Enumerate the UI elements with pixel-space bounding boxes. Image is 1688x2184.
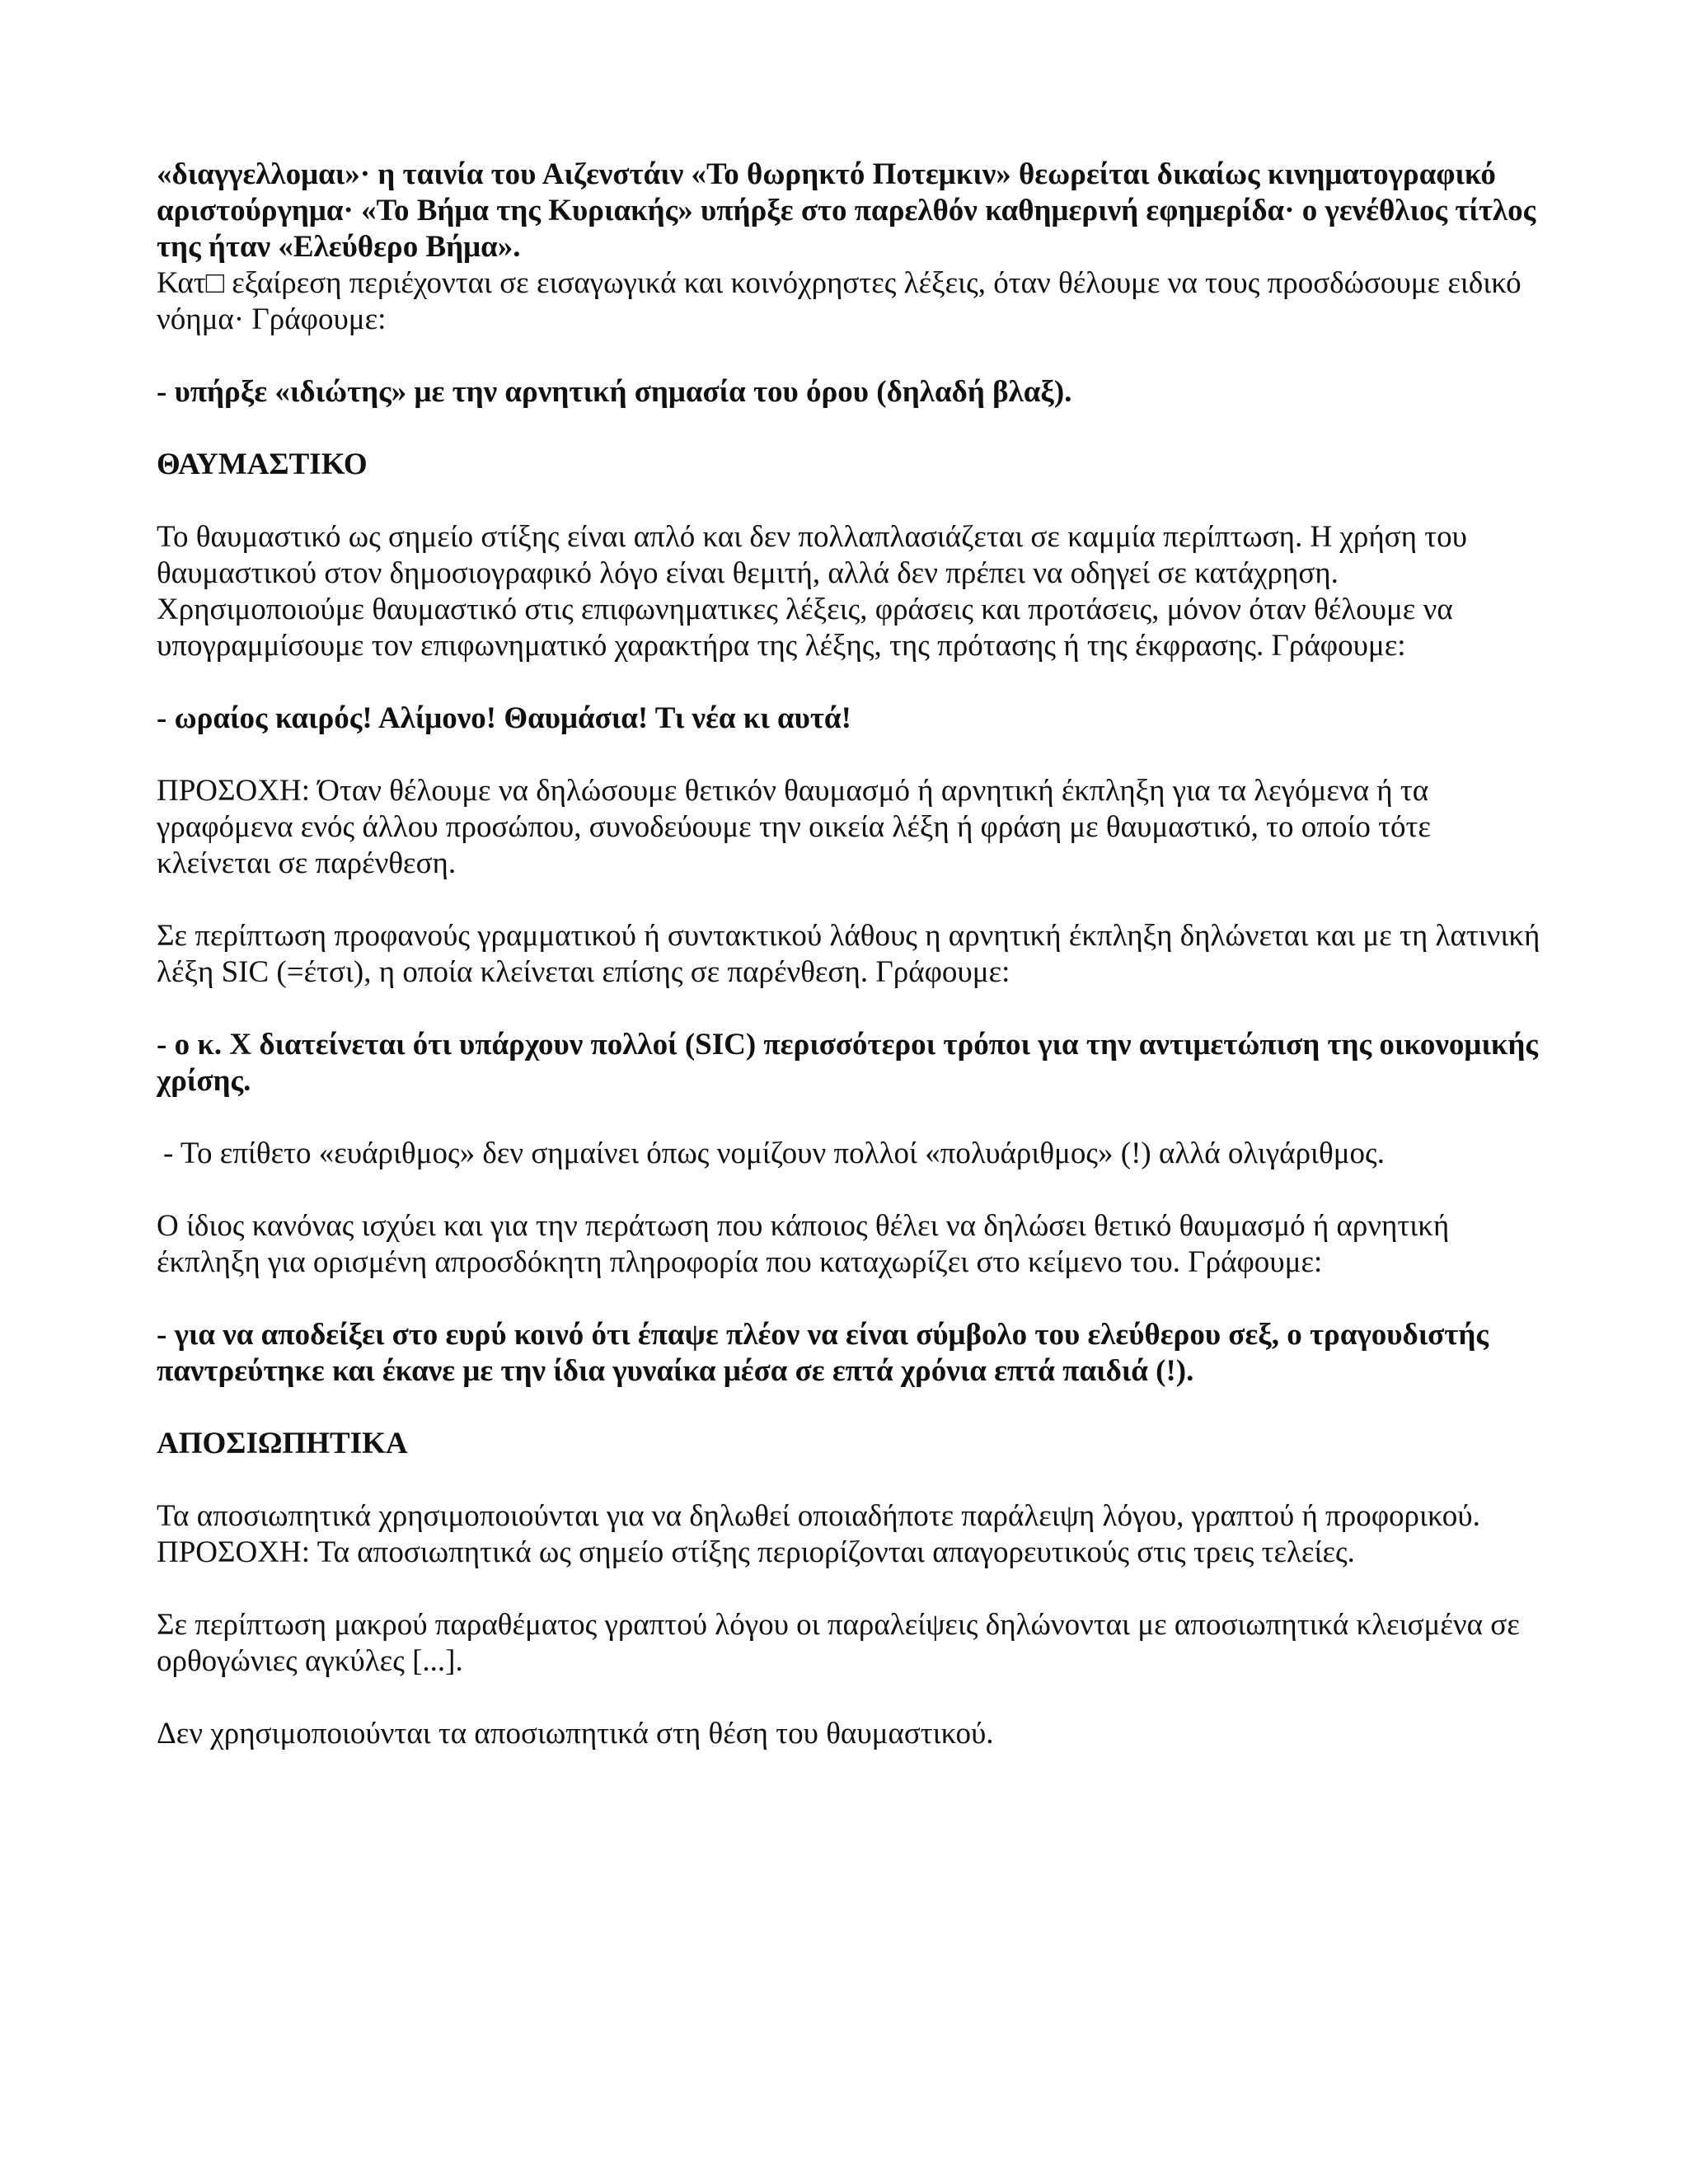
body-paragraph: Ο ίδιος κανόνας ισχύει και για την περάτωση που κάποιος θέλει να δηλώσει θετικό θαυμασμό ή αρνητική έκπληξη για ορισμένη απροσδόκητη πληροφορία που καταχωρίζει στο κείμενο του. Γράφουμε: <box>157 1209 1450 1279</box>
body-paragraph: Δεν χρησιμοποιούνται τα αποσιωπητικά στη θέση του θαυμαστικού. <box>157 1717 994 1750</box>
body-paragraph: ΠΡΟΣΟΧΗ: Όταν θέλουμε να δηλώσουμε θετικόν θαυμασμό ή αρνητική έκπληξη για τα λεγόμενα ή τα γραφόμενα ενός άλλου προσώπου, συνοδεύουμε την οικεία λέξη ή φράση με θαυμαστικό, το οποίο τότε κλείνεται σε παρένθεση. <box>157 774 1431 880</box>
section-heading-exclamation: ΘΑΥΜΑΣΤΙΚΟ <box>157 448 368 481</box>
body-paragraph: Σε περίπτωση μακρού παραθέματος γραπτού λόγου οι παραλείψεις δηλώνονται με αποσιωπητικά κλεισμένα σε ορθογώνιες αγκύλες [...]. <box>157 1608 1520 1678</box>
body-paragraph: ΠΡΟΣΟΧΗ: Τα αποσιωπητικά ως σημείο στίξης περιορίζονται απαγορευτικούς στις τρεις τελείες. <box>157 1535 1355 1569</box>
bold-example-paragraph: - ο κ. Χ διατείνεται ότι υπάρχουν πολλοί (SIC) περισσότεροι τρόποι για την αντιμετώπιση της οικονομικής χρίσης. <box>157 1028 1539 1098</box>
bold-example-paragraph: - ωραίος καιρός! Αλίμονο! Θαυμάσια! Τι νέα κι αυτά! <box>157 701 851 735</box>
bold-example-paragraph: - υπήρξε «ιδιώτης» με την αρνητική σημασία του όρου (δηλαδή βλαξ). <box>157 375 1072 409</box>
body-paragraph: - Το επίθετο «ευάριθμος» δεν σημαίνει όπως νομίζουν πολλοί «πολυάριθμος» (!) αλλά ολιγάριθμος. <box>163 1137 1385 1170</box>
section-heading-ellipsis: ΑΠΟΣΙΩΠΗΤΙΚΑ <box>157 1427 408 1460</box>
body-paragraph: Κατ□ εξαίρεση περιέχονται σε εισαγωγικά και κοινόχρηστες λέξεις, όταν θέλουμε να τους προσδώσουμε ειδικό νόημα· Γράφουμε: <box>157 266 1522 336</box>
bold-example-paragraph: «διαγγελλομαι»· η ταινία του Αιζενστάιν «Το θωρηκτό Ποτεμκιν» θεωρείται δικαίως κινηματογραφικό αριστούργημα· «Το Βήμα της Κυριακής» υπήρξε στο παρελθόν καθημερινή εφημερίδα· ο γενέθλιος τίτλος της ήταν «Ελεύθερο Βήμα». <box>157 157 1536 264</box>
body-paragraph: Το θαυμαστικό ως σημείο στίξης είναι απλό και δεν πολλαπλασιάζεται σε καμμία περίπτωση. Η χρήση του θαυμαστικού στον δημοσιογραφικό λόγο είναι θεμιτή, αλλά δεν πρέπει να οδηγεί σε κατάχρηση. Χρησιμοποιούμε θαυμαστικό στις επιφωνηματικες λέξεις, φράσεις και προτάσεις, μόνον όταν θέλουμε να υπογραμμίσουμε τον επιφωνηματικό χαρακτήρα της λέξης, της πρότασης ή της έκφρασης. Γράφουμε: <box>157 520 1467 663</box>
bold-example-paragraph: - για να αποδείξει στο ευρύ κοινό ότι έπαψε πλέον να είναι σύμβολο του ελεύθερου σεξ, ο τραγουδιστής παντρεύτηκε και έκανε με την ίδια γυναίκα μέσα σε επτά χρόνια επτά παιδιά (!). <box>157 1318 1489 1388</box>
document-page <box>157 157 1541 1752</box>
body-paragraph: Σε περίπτωση προφανούς γραμματικού ή συντακτικού λάθους η αρνητική έκπληξη δηλώνεται και με τη λατινική λέξη SIC (=έτσι), η οποία κλείνεται επίσης σε παρένθεση. Γράφουμε: <box>157 919 1540 989</box>
body-paragraph: Τα αποσιωπητικά χρησιμοποιούνται για να δηλωθεί οποιαδήποτε παράλειψη λόγου, γραπτού ή προφορικού. <box>157 1499 1480 1533</box>
